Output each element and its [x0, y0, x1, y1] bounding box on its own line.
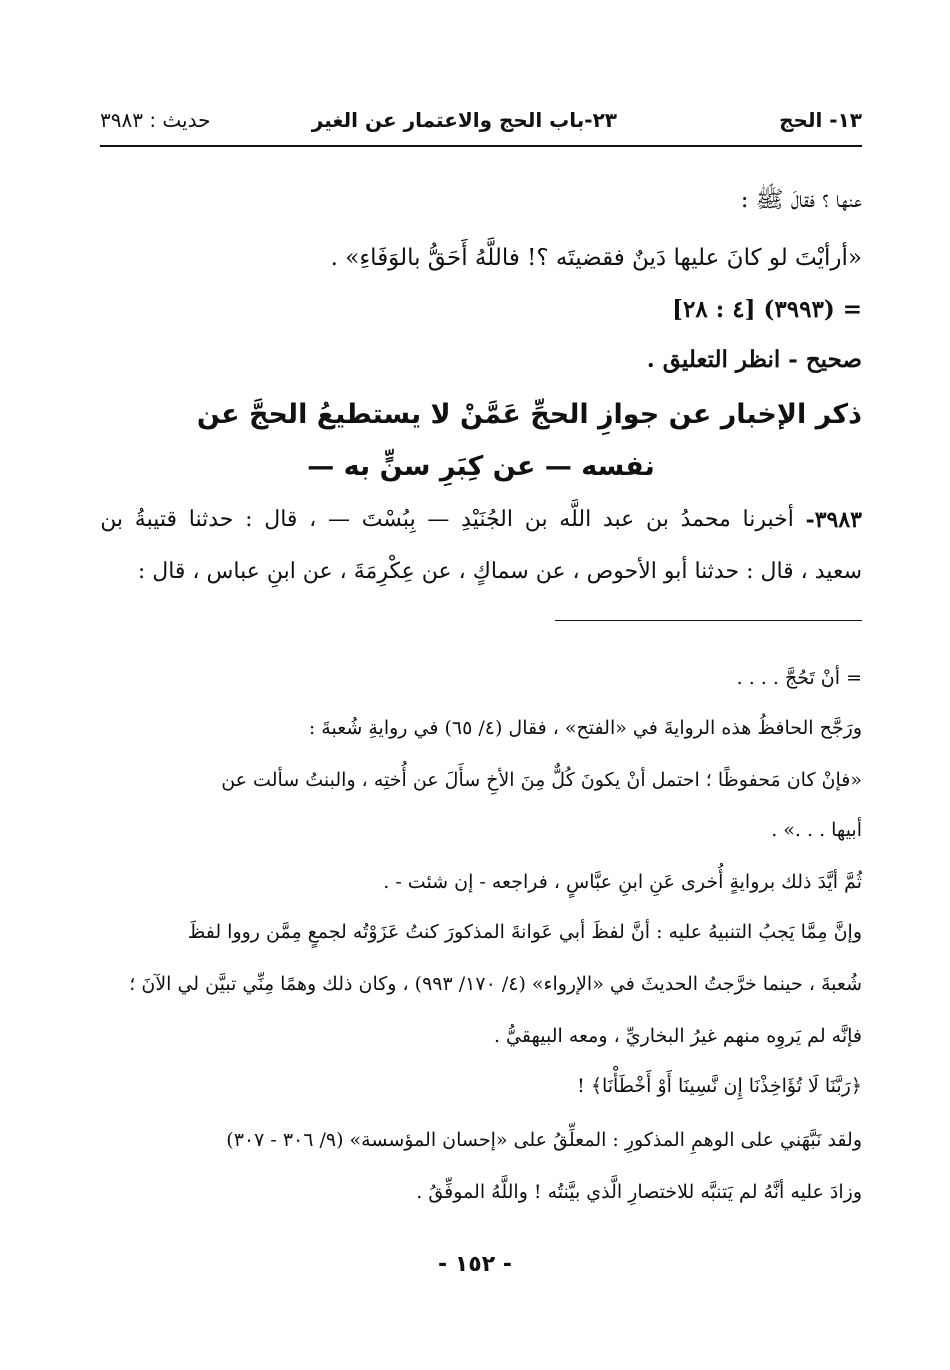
hadith-word: ٣٩٨٣-	[805, 507, 862, 533]
footnote-line: ولقد نَبَّهَني على الوهمِ المذكورِ : المعلِّقُ على «إحسان المؤسسة» (٩/ ٣٠٦ - ٣٠٧)	[226, 1129, 862, 1151]
hadith-word: قال	[264, 507, 298, 532]
grading-note: صحيح - انظر التعليق .	[646, 346, 862, 373]
hadith-word: :	[245, 507, 253, 532]
hadith-word: اللَّه	[559, 507, 592, 532]
footnote-line: ثُمَّ أيَّدَ ذلك بروايةٍ أُخرى عَنِ ابنِ عبَّاسٍ ، فراجعه - إن شئت - .	[383, 871, 862, 893]
section-heading-line-2: نفسه — عن كِبَرِ سنٍّ به —	[307, 451, 655, 482]
hadith-word: —	[327, 507, 350, 532]
quran-verse: ﴿رَبَّنَا لَا تُؤَاخِذْنَا إِن نَّسِينَا أَوْ أَخْطَأْنَا﴾ !	[577, 1075, 862, 1097]
reference-numbers: = (٣٩٩٣) [٤ : ٢٨]	[672, 296, 862, 323]
footnote-line: وزادَ عليه أنَّهُ لم يَتنبَّه للاختصارِ الَّذي بيَّنتُه ! واللَّهُ الموفِّقُ .	[416, 1181, 862, 1203]
hadith-chain-line-1	[100, 500, 862, 540]
prophet-quote: «أرأيْتَ لو كانَ عليها دَينٌ فقضيتَه ؟! فاللَّهُ أَحَقُّ بالوَفَاءِ» .	[330, 245, 862, 271]
footnote-line: شُعبةَ ، حينما خرَّجتُ الحديثَ في «الإرواء» (٤/ ١٧٠/ ٩٩٣) ، وكان ذلك وهمًا مِنِّي تبيَّن لي الآنَ ؛	[129, 973, 862, 995]
hadith-word: أخبرنا	[742, 507, 794, 532]
footnote-line: = أنْ تَحُجَّ . . . .	[736, 667, 862, 689]
hadith-word: بِبُسْتَ	[361, 507, 416, 532]
footnote-divider	[555, 620, 862, 621]
hadith-word: بن	[645, 507, 669, 532]
hadith-word: بن	[100, 507, 124, 532]
section-heading-line-1: ذكر الإخبار عن جوازِ الحجِّ عَمَّنْ لا يستطيعُ الحجَّ عن	[196, 399, 862, 430]
running-header	[100, 100, 862, 140]
page-number: - ١٥٢ -	[438, 1252, 512, 1277]
hadith-number-label: حديث : ٣٩٨٣	[100, 108, 211, 132]
footnote-line: «فإنْ كان مَحفوظًا ؛ احتمل أنْ يكونَ كُلٌّ مِنَ الأخِ سأَلَ عن أُختِه ، والبنتُ سألت عن	[221, 769, 862, 791]
hadith-word: بن	[524, 507, 548, 532]
chapter-title: ١٣- الحج	[779, 108, 862, 132]
footnote-line: أبيها . . .» .	[771, 819, 862, 841]
footnote-line: ورَجَّح الحافظُ هذه الروايةَ في «الفتح» ، فقال (٤/ ٦٥) في روايةِ شُعبةَ :	[308, 717, 862, 739]
hadith-word: —	[427, 507, 450, 532]
hadith-word: محمدُ	[680, 507, 731, 532]
section-title: ٢٣-باب الحج والاعتمار عن الغير	[311, 108, 617, 132]
hadith-chain-line-2: سعيد ، قال : حدثنا أبو الأحوص ، عن سماكٍ ، عن عِكْرِمَةَ ، عن ابنِ عباس ، قال :	[137, 559, 862, 584]
hadith-word: حدثنا	[188, 507, 234, 532]
text-line: عنها ؟ فقالَ ﷺ :	[740, 187, 862, 213]
hadith-word: عبد	[602, 507, 635, 532]
header-divider	[100, 145, 862, 147]
footnote-line: فإنَّه لم يَروِه منهم غيرُ البخاريِّ ، ومعه البيهقيُّ .	[493, 1025, 862, 1047]
hadith-word: ،	[309, 507, 317, 532]
hadith-word: قتيبةُ	[134, 507, 178, 532]
hadith-word: الجُنَيْدِ	[461, 507, 513, 532]
footnote-line: وإنَّ مِمَّا يَجبُ التنبيهُ عليه : أنَّ لفظَ أبي عَوانةَ المذكورَ كنتُ عَزَوْتُه لجمعٍ مِمَّن رووا لفظَ	[187, 921, 862, 943]
